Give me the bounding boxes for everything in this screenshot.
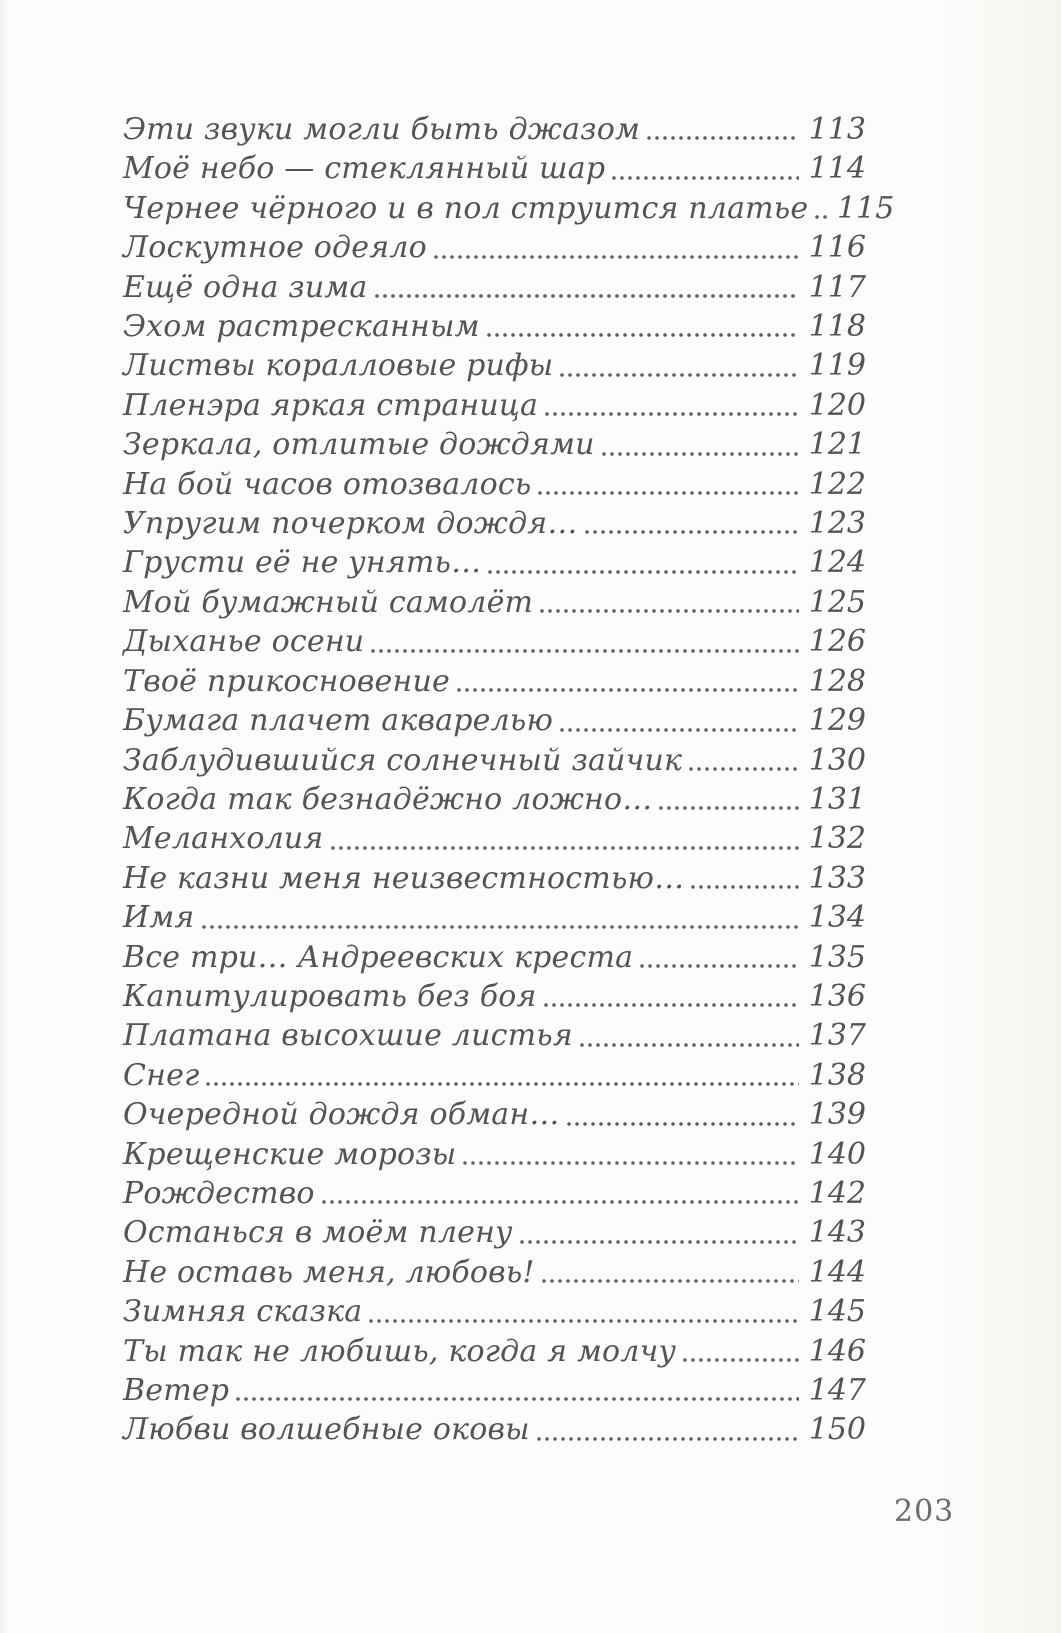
toc-entry-page: 135 [808, 939, 866, 975]
toc-entry-page: 116 [808, 230, 866, 266]
toc-entry-page: 147 [808, 1373, 866, 1408]
toc-entry-page: 130 [808, 742, 866, 778]
toc-entry-title: Все три… Андреевских креста [123, 939, 634, 975]
page-number: 203 [894, 1494, 955, 1529]
toc-entry-title: Ты так не любишь, когда я молчу [123, 1333, 677, 1369]
toc-entry [123, 425, 866, 464]
toc-entry-title: Останься в моём плену [123, 1215, 513, 1251]
toc-entry [123, 1213, 866, 1252]
dot-leader [202, 925, 800, 929]
toc-entry-title: Капитулировать без боя [123, 978, 537, 1014]
toc-entry [123, 898, 866, 937]
dot-leader [815, 215, 827, 219]
toc-entry-title: Бумага плачет акварелью [123, 703, 554, 739]
toc-entry-title: Не казни меня неизвестностью… [123, 860, 685, 896]
toc-entry-title: Ещё одна зима [123, 269, 368, 305]
dot-leader [602, 452, 799, 456]
toc-entry [123, 977, 866, 1016]
toc-entry-page: 119 [808, 348, 866, 384]
toc-entry-page: 114 [808, 151, 866, 187]
toc-entry-title: Упругим почерком дождя… [123, 506, 578, 542]
dot-leader [236, 1397, 799, 1401]
toc-entry-page: 139 [808, 1097, 866, 1133]
toc-entry-page: 132 [808, 821, 866, 857]
toc-entry-page: 125 [808, 584, 866, 620]
toc-entry [123, 465, 866, 504]
toc-entry [123, 504, 866, 543]
dot-leader [520, 1240, 799, 1244]
toc-entry [123, 1016, 866, 1055]
dot-leader [560, 728, 799, 732]
toc-entry-title: Заблудившийся солнечный зайчик [123, 742, 683, 778]
dot-leader [371, 649, 799, 653]
dot-leader [612, 176, 799, 180]
toc-entry-page: 113 [808, 112, 866, 147]
toc-entry-page: 123 [808, 506, 866, 542]
toc-entry-title: Рождество [123, 1175, 315, 1211]
toc-entry-page: 126 [808, 624, 866, 660]
toc-entry-title: Лоскутное одеяло [123, 230, 427, 266]
toc-entry [123, 622, 866, 661]
toc-entry-page: 120 [808, 387, 866, 423]
dot-leader [580, 1043, 799, 1047]
dot-leader [369, 1319, 799, 1323]
toc-entry-title: Дыханье осени [123, 624, 365, 660]
toc-entry-page: 121 [808, 427, 866, 463]
toc-entry-page: 145 [808, 1294, 866, 1330]
toc-entry-title: Листвы коралловые рифы [123, 348, 554, 384]
dot-leader [542, 1279, 799, 1283]
toc-entry-page: 124 [808, 545, 866, 581]
toc-entry [123, 189, 895, 228]
toc-entry-page: 115 [837, 190, 895, 226]
toc-entry-page: 140 [808, 1136, 866, 1172]
toc-entry [123, 741, 866, 780]
toc-entry-title: Очередной дождя обман… [123, 1097, 560, 1133]
toc-entry-title: Зеркала, отлитые дождями [123, 427, 595, 463]
dot-leader [560, 373, 799, 377]
dot-leader [545, 412, 799, 416]
toc-entry [123, 268, 866, 307]
toc-entry-page: 136 [808, 978, 866, 1014]
toc-entry-page: 129 [808, 703, 866, 739]
toc-entry [123, 1135, 866, 1174]
toc-entry [123, 543, 866, 582]
toc-entry [123, 1174, 866, 1213]
toc-entry [123, 1292, 866, 1331]
toc-entry [123, 149, 866, 188]
toc-entry-title: Эхом растресканным [123, 309, 480, 345]
toc-entry-title: Любви волшебные оковы [123, 1412, 530, 1448]
toc-entry-page: 134 [808, 900, 866, 936]
dot-leader [457, 688, 799, 692]
toc-entry [123, 1410, 866, 1449]
toc-entry [123, 662, 866, 701]
dot-leader [206, 1082, 799, 1086]
dot-leader [540, 609, 799, 613]
dot-leader [567, 1122, 799, 1126]
toc-entry [123, 307, 866, 346]
toc-entry [123, 1056, 866, 1095]
toc-entry-title: Не оставь меня, любовь! [123, 1254, 535, 1290]
table-of-contents [123, 110, 895, 1450]
toc-entry-page: 146 [808, 1333, 866, 1369]
toc-entry-title: Снег [123, 1057, 200, 1093]
dot-leader [640, 964, 799, 968]
toc-entry [123, 1332, 866, 1371]
toc-entry [123, 859, 866, 898]
toc-entry [123, 701, 866, 740]
toc-entry-page: 131 [808, 781, 866, 817]
toc-entry-title: Зимняя сказка [123, 1294, 363, 1330]
toc-entry-page: 133 [808, 860, 866, 896]
toc-entry-page: 144 [808, 1254, 866, 1290]
toc-entry [123, 583, 866, 622]
toc-entry-title: На бой часов отозвалось [123, 466, 532, 502]
toc-entry-title: Чернее чёрного и в пол струится платье [123, 190, 809, 226]
toc-entry-page: 128 [808, 663, 866, 699]
toc-entry [123, 346, 866, 385]
dot-leader [375, 294, 799, 298]
toc-entry-title: Мой бумажный самолёт [123, 584, 534, 620]
toc-entry-title: Ветер [123, 1373, 230, 1408]
dot-leader [322, 1200, 799, 1204]
toc-entry-page: 142 [808, 1175, 866, 1211]
toc-entry-title: Твоё прикосновение [123, 663, 450, 699]
toc-entry-title: Моё небо — стеклянный шар [123, 151, 606, 187]
toc-entry-page: 143 [808, 1215, 866, 1251]
toc-entry-title: Когда так безнадёжно ложно… [123, 781, 653, 817]
toc-entry-page: 117 [808, 269, 866, 305]
dot-leader [683, 1358, 799, 1362]
toc-entry [123, 1095, 866, 1134]
toc-entry [123, 1371, 866, 1410]
dot-leader [538, 491, 799, 495]
toc-entry-title: Платана высохшие листья [123, 1018, 573, 1054]
dot-leader [488, 570, 799, 574]
dot-leader [585, 530, 799, 534]
dot-leader [331, 846, 800, 850]
toc-entry-page: 150 [808, 1412, 866, 1448]
toc-entry [123, 780, 866, 819]
dot-leader [463, 1161, 799, 1165]
toc-entry [123, 386, 866, 425]
toc-entry-page: 137 [808, 1018, 866, 1054]
dot-leader [647, 136, 799, 140]
toc-entry-page: 122 [808, 466, 866, 502]
dot-leader [487, 333, 799, 337]
toc-entry [123, 228, 866, 267]
dot-leader [544, 1003, 799, 1007]
toc-entry-title: Грусти её не унять… [123, 545, 482, 581]
toc-entry [123, 938, 866, 977]
toc-entry-title: Эти звуки могли быть джазом [123, 112, 641, 147]
toc-entry [123, 819, 866, 858]
dot-leader [659, 806, 799, 810]
toc-entry-title: Меланхолия [123, 821, 324, 857]
toc-entry [123, 110, 866, 149]
dot-leader [434, 255, 799, 259]
toc-entry-page: 118 [808, 309, 866, 345]
toc-entry-title: Пленэра яркая страница [123, 387, 539, 423]
dot-leader [537, 1437, 799, 1441]
dot-leader [691, 885, 799, 889]
toc-entry-page: 138 [808, 1057, 866, 1093]
toc-entry [123, 1253, 866, 1292]
dot-leader [689, 767, 799, 771]
toc-entry-title: Крещенские морозы [123, 1136, 457, 1172]
toc-entry-title: Имя [123, 900, 195, 936]
